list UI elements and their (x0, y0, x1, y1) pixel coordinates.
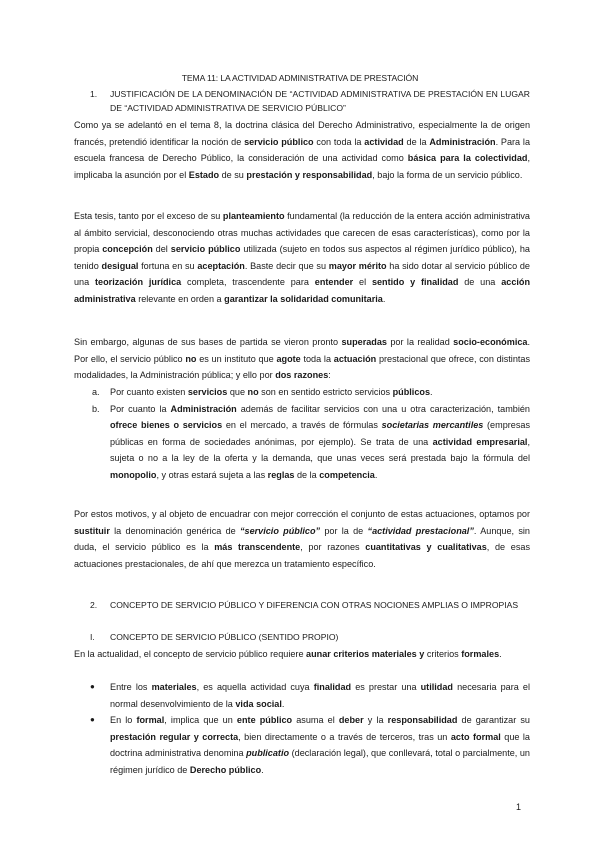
paragraph-thesis: Esta tesis, tanto por el exceso de su planteamiento fundamental (la reducción de la entera acción administrativa al ámbito servicial, desconociendo otras muchas actividades que carecen de esas características), como por la propia concepción del servicio público utilizada (sujeto en todos sus aspectos al régimen jurídico público), ha tenido desigual fortuna en su aceptación. Baste decir que su mayor mérito ha sido dotar al servicio público de una teorización jurídica completa, trascendente para entender el sentido y finalidad de una acción administrativa relevante en orden a garantizar la solidaridad comunitaria. (74, 211, 531, 304)
paragraph-intro: Como ya se adelantó en el tema 8, la doctrina clásica del Derecho Administrativo, especialmente la de origen francés, pretendió identificar la noción de servicio público con toda la actividad de la Administración. Para la escuela francesa de Derecho Público, la consideración de una actividad como básica para la colectividad, implicaba la asunción por el Estado de su prestación y responsabilidad, bajo la forma de un servicio público. (74, 120, 531, 180)
list-item: a. Por cuanto existen servicios que no son en sentido estricto servicios públicos. (74, 384, 530, 401)
list-marker: a. (92, 387, 100, 397)
subsection-number: I. (90, 632, 95, 642)
section-heading-2 (90, 598, 530, 612)
criteria-list (74, 679, 530, 779)
bullet-icon: ● (90, 682, 95, 691)
paragraph-concept: En la actualidad, el concepto de servicio público requiere aunar criterios materiales y criterios formales. (74, 649, 502, 659)
subsection-heading-text: CONCEPTO DE SERVICIO PÚBLICO (SENTIDO PROPIO) (110, 632, 339, 642)
list-item: ● Entre los materiales, es aquella actividad cuya finalidad es prestar una utilidad necesaria para el normal desenvolvimiento de la vida social. (74, 679, 530, 712)
reasons-list (74, 384, 530, 484)
section-number: 1. (90, 89, 98, 99)
bullet-icon: ● (90, 715, 95, 725)
section-number: 2. (90, 600, 98, 610)
page-number: 1 (516, 802, 522, 812)
list-item: b. Por cuanto la Administración además de facilitar servicios con una u otra caracterización, también ofrece bienes o servicios en el mercado, a través de fórmulas societarias mercantiles (empresas públicas en forma de sociedades anónimas, por ejemplo). Se trata de una actividad empresarial, sujeta o no a la ley de la oferta y la demanda, que unas veces será prestada bajo la fórmula del monopolio, y otras estará sujeta a las reglas de la competencia. (74, 401, 530, 484)
subsection-heading (90, 630, 530, 644)
paragraph-reasons: Por estos motivos, y al objeto de encuadrar con mejor corrección el conjunto de estas actuaciones, optamos por sustituir la denominación genérica de “servicio público” por la de “actividad prestacional”. Aunque, sin duda, el servicio público es la más transcendente, por razones cuantitativas y cualitativas, de esas actuaciones prestacionales, de ahí que merezca un tratamiento específico. (74, 509, 530, 569)
section-heading-1 (90, 87, 530, 115)
section-heading-text: JUSTIFICACIÓN DE LA DENOMINACIÓN DE “ACTIVIDAD ADMINISTRATIVA DE PRESTACIÓN EN LUGAR DE “ACTIVIDAD ADMINISTRATIVA DE SERVICIO PÚBLICO” (110, 89, 530, 113)
paragraph-however: Sin embargo, algunas de sus bases de partida se vieron pronto superadas por la realidad socio-económica. Por ello, el servicio público no es un instituto que agote toda la actuación prestacional que ofrece, con distintas modalidades, la Administración pública; y ello por dos razones: (74, 337, 531, 381)
list-marker: b. (92, 403, 100, 414)
section-heading-text: CONCEPTO DE SERVICIO PÚBLICO Y DIFERENCIA CON OTRAS NOCIONES AMPLIAS O IMPROPIAS (110, 600, 519, 610)
page-title: TEMA 11: LA ACTIVIDAD ADMINISTRATIVA DE PRESTACIÓN (181, 73, 419, 83)
list-item: ● En lo formal, implica que un ente público asuma el deber y la responsabilidad de garantizar su prestación regular y correcta, bien directamente o a través de terceros, tras un acto formal que la doctrina administrativa denomina publicatio (declaración legal), que conllevará, total o parcialmente, un régimen jurídico de Derecho público. (74, 712, 530, 778)
